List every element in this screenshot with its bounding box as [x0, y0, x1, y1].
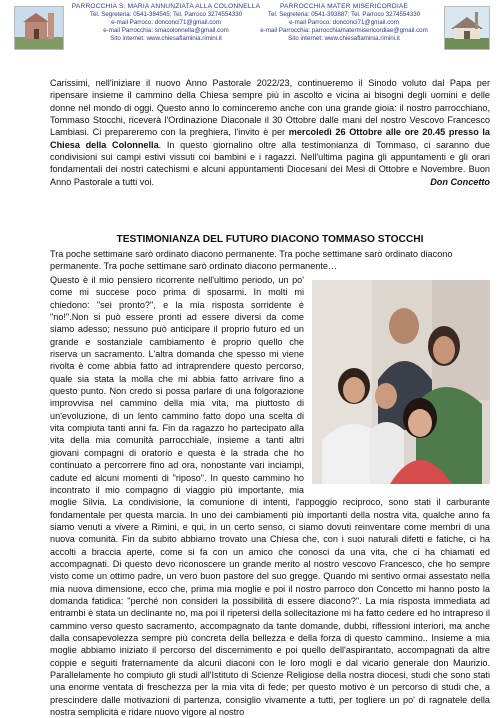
parish-email-office[interactable]: e-mail Parrocchia: smacolonnella@gmail.com — [103, 27, 229, 34]
article-title: TESTIMONIANZA DEL FUTURO DIACONO TOMMASO STOCCHI — [116, 234, 424, 245]
editorial-paragraph — [50, 77, 490, 188]
event-announcement: mercoledì 26 Ottobre alle ore 20.45 presso la Chiesa della Colonnella — [50, 127, 491, 150]
parish-phone: Tel. Segreteria: 0541-393887; Tel. Parroco 3274554330 — [267, 11, 421, 18]
parish-email-priest[interactable]: e-mail Parroco: donconci71@gmail.com — [111, 19, 221, 26]
article-body-text: Questo è il mio pensiero ricorrente nell'ultimo periodo, un po' come mi succese poco prima di sposarmi. In molti mi chiedono: "sei pronto?", e la mia risposta sorridente è "no!".Non si può essere pronti ad essere diversi da come siamo adesso; nessuno può anticipare il proprio futuro ed un grande e sostanziale cambiamento è proprio quello che riserva un sacramento. L'altra domanda che spesso mi viene rivolta è come abbia fatto ad intraprendere questo percorso, quale sia stata la molla che mi abbia fatto arrivare fino a questo punto. Non credo si possa parlare di una folgorazione improvvisa nel cammino della mia vita, ma piuttosto di un'evoluzione, di un lento cammino fatto dopo una scelta di vita compiuta tanti anni fa. Fin da ragazzo ho partecipato alla vita della mia comunità parrocchiale, insieme a tanti altri giovani compagni di oratorio e questa è la strada che ho continuato a percorrere fino ad ora, nonostante vari inciampi, cadute ed alcuni momenti di "riposo". In questo cammino ho incontrato il mio compagno di viaggio più importante, mia moglie Silvia. La condivisione, la comunione di intenti, l'appoggio reciproco, sono stati il carburante fondamentale per questa marcia. In uno dei cambiamenti più importanti della nostra vita, qualche anno fa siamo venuti a vivere a Rimini, e qui, in un certo senso, ci siamo dovuti reinventare come membri di una nuova comunità. Fin da subito abbiamo trovato una Chiesa che, con i suoi naturali difetti e fatiche, ci ha accolti a braccia aperte, come si fa con un amico che conosci da una vita, che ci ha chiamati ed accompagnati. Di questo devo riconoscere un grande merito al nostro vescovo Francesco, che ho sempre visto come un ottimo padre, un vero buon pastore del suo gregge. Quando mi sentivo ormai assestato nella mia nuova dimensione, ecco che, prima mia moglie e poi il nostro parroco don Concetto mi hanno posto la domanda fatidica: "perché non consideri la possibilità di essere diacono?". La mia risposta immediata ad entrambi è stata un declinante no, ma poi il ripetersi della sollecitazione mi ha fatto cedere ed ho intrapreso il cammino verso questo sacramento, accompagnato da tante domande, dubbi, riflessioni interiori, ma anche dalla consapevolezza sempre più concreta della bellezza e della forza di questo cammino.. Insieme a mia moglie abbiamo iniziato il percorso del discernimento e poi quello dell'aspirantato, accompagnati da altre coppie e seguiti fraternamente da alcuni diaconi con le loro mogli e dal vicario generale don Maurizio. Parallelamente ho compiuto gli studi all'Istituto di Scienze Religiose della nostra diocesi, studi che sono stati una enorme ventata di freschezza per la mia vita di fede; per questo motivo è un percorso di studi che, a prescindere dalle motivazioni di partenza, consiglio vivamente a tutti, per togliere un po' di ragnatele della nostra semplicità e ridare nuovo vigore al nostro — [50, 275, 490, 718]
editorial-text: Carissimi, nell'iniziare il nuovo Anno Pastorale 2022/23, continueremo il Sinodo voluto dal Papa per ripensare insieme il cammino della Chiesa sempre più in ascolto e vicina ai bisogni degli uomini e delle donne nel mondo di oggi. Questo anno lo cominceremo anche con una grande gioia: il nostro parrocchiano, Tommaso Stocchi, riceverà l'Ordinazione Diaconale il 30 Ottobre dalle mani del nostro Vescovo Francesco Lambiasi. Ci prepareremo con la preghiera, l'invito è per — [50, 78, 490, 138]
article-body — [50, 274, 490, 718]
parish-info-colonnella — [66, 3, 266, 43]
editorial-text: . In questo giornalino oltre alla testimonianza di Tommaso, ci saranno due condivisioni sui campi estivi vissuti coi bambini e i ragazzi. Nell'ultima pagina gli appuntamenti e gli orari fondamentali dei nostri catechismi e alcuni appuntamenti Diocesani dei Mesi di Ottobre e Novembre. Buon Anno Pastorale a tutti voi. — [50, 139, 490, 187]
editorial-signature: Don Concetto — [430, 176, 490, 187]
parish-info-mater — [244, 3, 444, 43]
parish-website[interactable]: Sito internet: www.chiesaflaminia.rimini.it — [288, 35, 400, 42]
parish-title: PARROCCHIA S. MARIA ANNUNZIATA ALLA COLONNELLA — [71, 3, 261, 10]
church-photo-colonnella — [14, 6, 64, 50]
family-photo — [312, 280, 490, 484]
article-intro: Tra poche settimane sarò ordinato diacono permanente. Tra poche settimane sarò ordinato diacono permanente. Tra poche settimane sarò ordinato diacono permanente… — [50, 249, 453, 272]
parish-title: PARROCCHIA MATER MISERICORDIAE — [279, 3, 409, 10]
parish-phone: Tel. Segreteria: 0541-384545; Tel. Parroco 327455433​0 — [89, 11, 243, 18]
letterhead — [0, 0, 500, 62]
parish-website[interactable]: Sito internet: www.chiesaflaminia.rimini.it — [110, 35, 222, 42]
parish-email-priest[interactable]: e-mail Parroco: donconci71@gmail.com — [289, 19, 399, 26]
church-photo-mater — [444, 6, 490, 50]
parish-email-office[interactable]: e-mail Parrocchia: parrocchiamatermisericordiae@gmail.com — [260, 27, 428, 34]
